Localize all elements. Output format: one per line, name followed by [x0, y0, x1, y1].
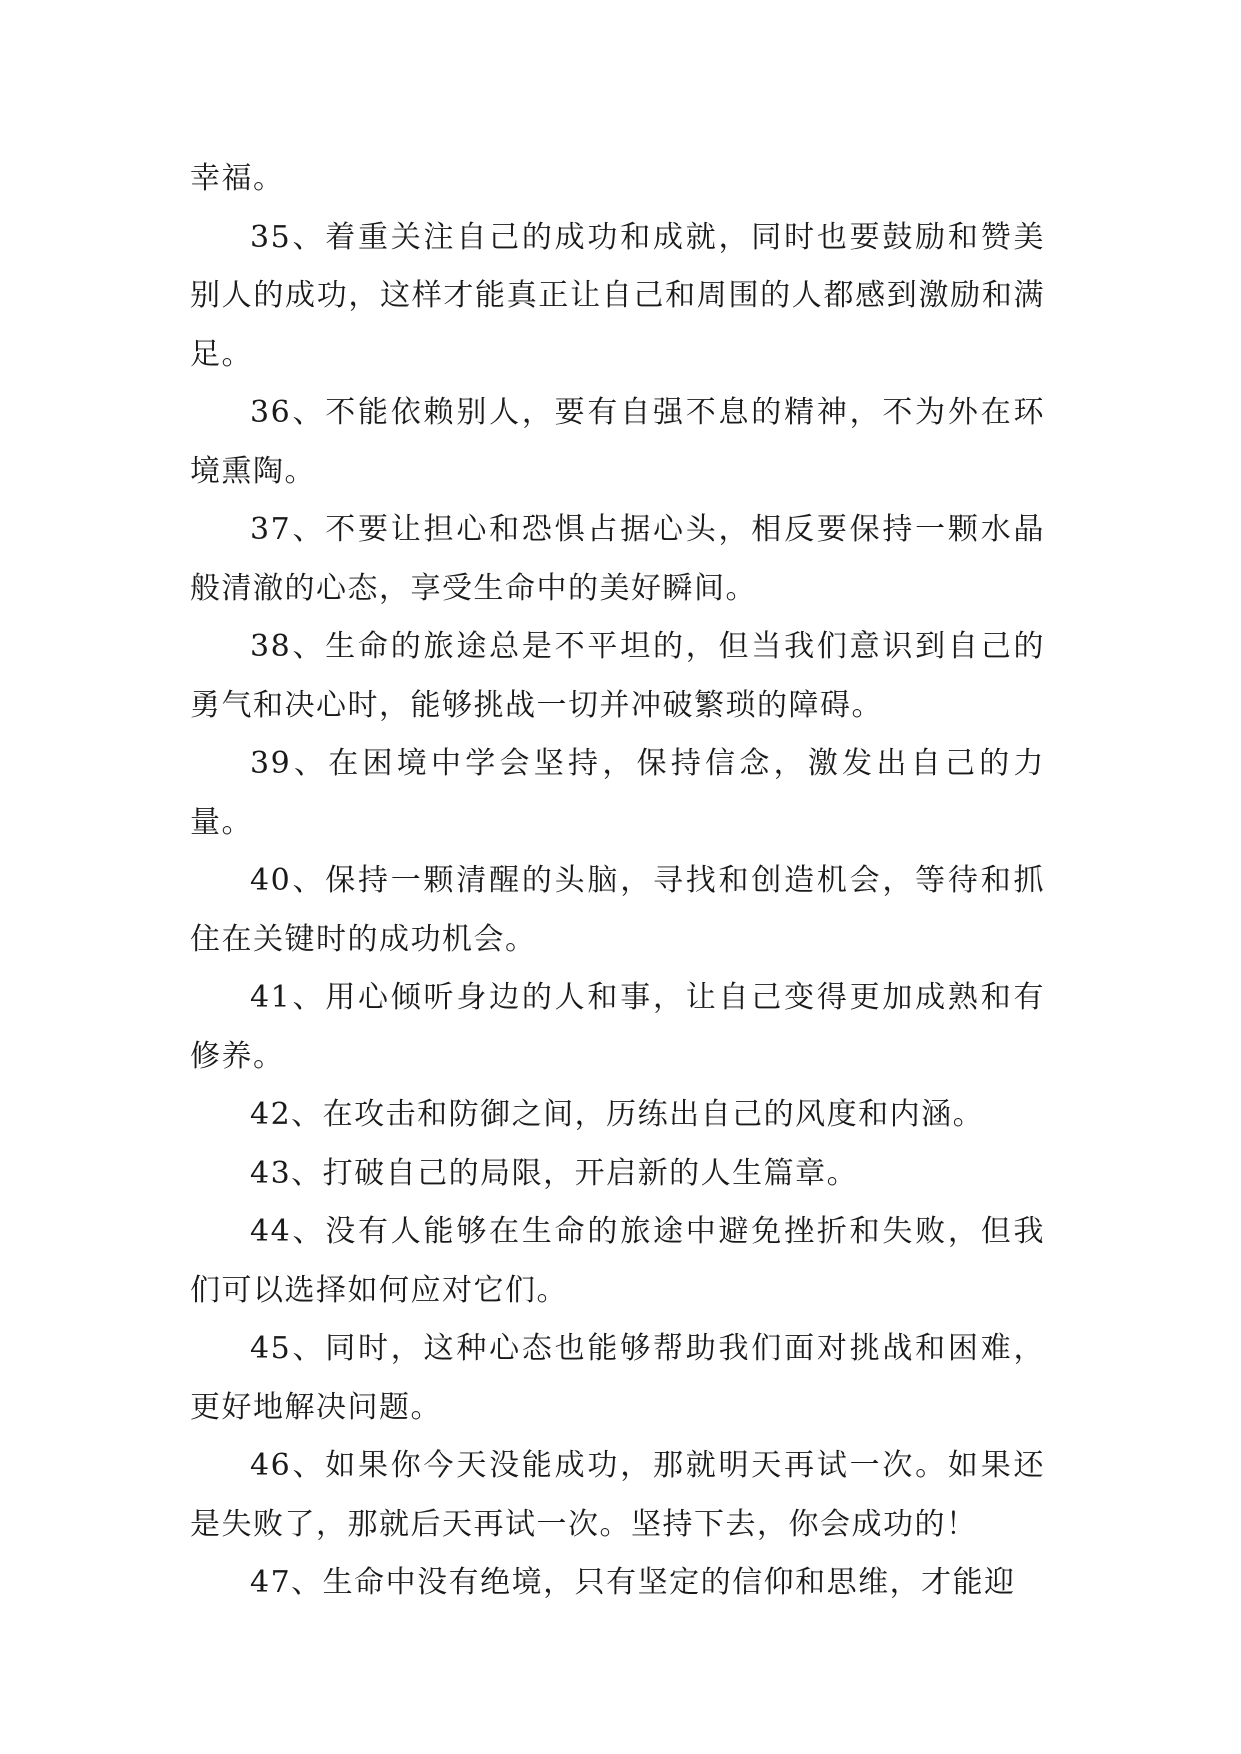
paragraph-47: 47、生命中没有绝境，只有坚定的信仰和思维，才能迎 [250, 1565, 1016, 1600]
paragraph-46: 46、如果你今天没能成功，那就明天再试一次。如果还是失败了，那就后天再试一次。坚持下去，你会成功的！ [190, 1448, 1045, 1542]
paragraph-35: 35、着重关注自己的成功和成就，同时也要鼓励和赞美别人的成功，这样才能真正让自己和周围的人都感到激励和满足。 [190, 219, 1045, 372]
paragraph-37: 37、不要让担心和恐惧占据心头，相反要保持一颗水晶般清澈的心态，享受生命中的美好瞬间。 [190, 512, 1045, 606]
document-body [190, 150, 1045, 1613]
paragraph-44: 44、没有人能够在生命的旅途中避免挫折和失败，但我们可以选择如何应对它们。 [190, 1214, 1045, 1308]
paragraph-continuation: 幸福。 [190, 161, 285, 196]
paragraph-40: 40、保持一颗清醒的头脑，寻找和创造机会，等待和抓住在关键时的成功机会。 [190, 863, 1045, 957]
paragraph-42: 42、在攻击和防御之间，历练出自己的风度和内涵。 [250, 1097, 985, 1132]
paragraph-43: 43、打破自己的局限，开启新的人生篇章。 [250, 1155, 859, 1191]
paragraph-36: 36、不能依赖别人，要有自强不息的精神，不为外在环境熏陶。 [190, 395, 1045, 489]
paragraph-38: 38、生命的旅途总是不平坦的，但当我们意识到自己的勇气和决心时，能够挑战一切并冲破繁琐的障碍。 [190, 629, 1045, 723]
paragraph-41: 41、用心倾听身边的人和事，让自己变得更加成熟和有修养。 [190, 980, 1045, 1074]
paragraph-39: 39、在困境中学会坚持，保持信念，激发出自己的力量。 [190, 746, 1045, 840]
paragraph-45: 45、同时，这种心态也能够帮助我们面对挑战和困难，更好地解决问题。 [190, 1331, 1045, 1425]
